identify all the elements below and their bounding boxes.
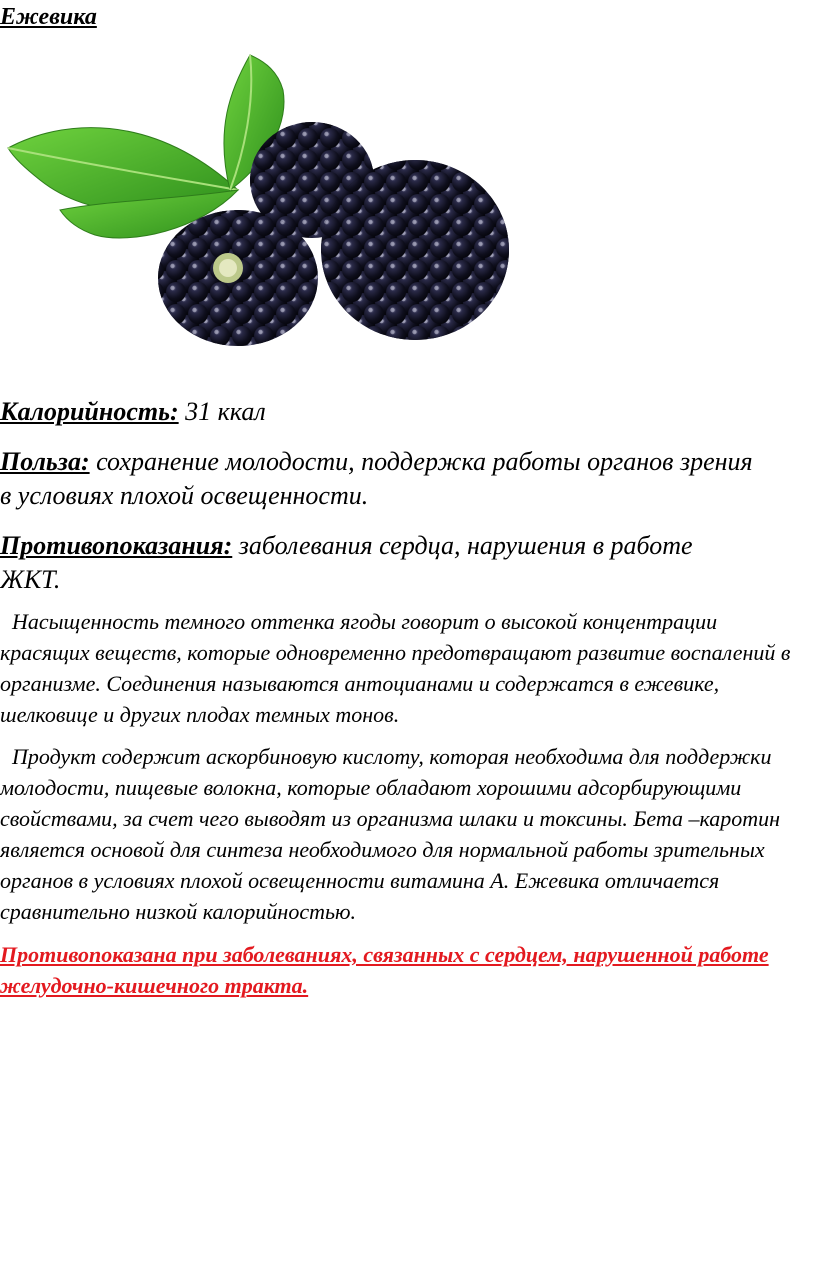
blackberry-illustration (0, 50, 520, 360)
calories-label: Калорийность: (0, 397, 179, 426)
contraindications-text-1: заболевания сердца, нарушения в работе (238, 531, 693, 560)
warning-text: Противопоказана при заболеваниях, связанных с сердцем, нарушенной работе желудочно-кишечного тракта. (0, 942, 769, 998)
blackberry-right (321, 160, 509, 340)
blackberry-left (158, 210, 318, 346)
paragraph-nutrients: Продукт содержит аскорбиновую кислоту, которая необходима для поддержки молодости, пищевые волокна, которые обладают хорошими адсорбирующими свойствами, за счет чего выводят из организма шлаки и токсины. Бета –каротин является основой для синтеза необходимого для нормальной работы зрительных органов в условиях плохой освещенности витамина А. Ежевика отличается сравнительно низкой калорийностью. (0, 744, 781, 924)
contraindications-text-2: ЖКТ. (0, 565, 61, 594)
paragraph-anthocyanins: Насыщенность темного оттенка ягоды говорит о высокой концентрации красящих веществ, которые одновременно предотвращают развитие воспалений в организме. Соединения называются антоцианами и содержатся в ежевике, шелковице и других плодах темных тонов. (0, 609, 791, 727)
calories-line (0, 395, 816, 429)
contraindications-line-2 (0, 563, 816, 597)
benefit-text-1: сохранение молодости, поддержка работы органов зрения (96, 447, 753, 476)
benefit-line-1 (0, 445, 816, 479)
calories-value: 31 ккал (185, 397, 266, 426)
benefit-text-2: в условиях плохой освещенности. (0, 481, 369, 510)
page-title: Ежевика (0, 4, 97, 30)
benefit-label: Польза: (0, 447, 90, 476)
contraindications-label: Противопоказания: (0, 531, 233, 560)
contraindications-line-1 (0, 529, 816, 563)
benefit-line-2 (0, 479, 816, 513)
